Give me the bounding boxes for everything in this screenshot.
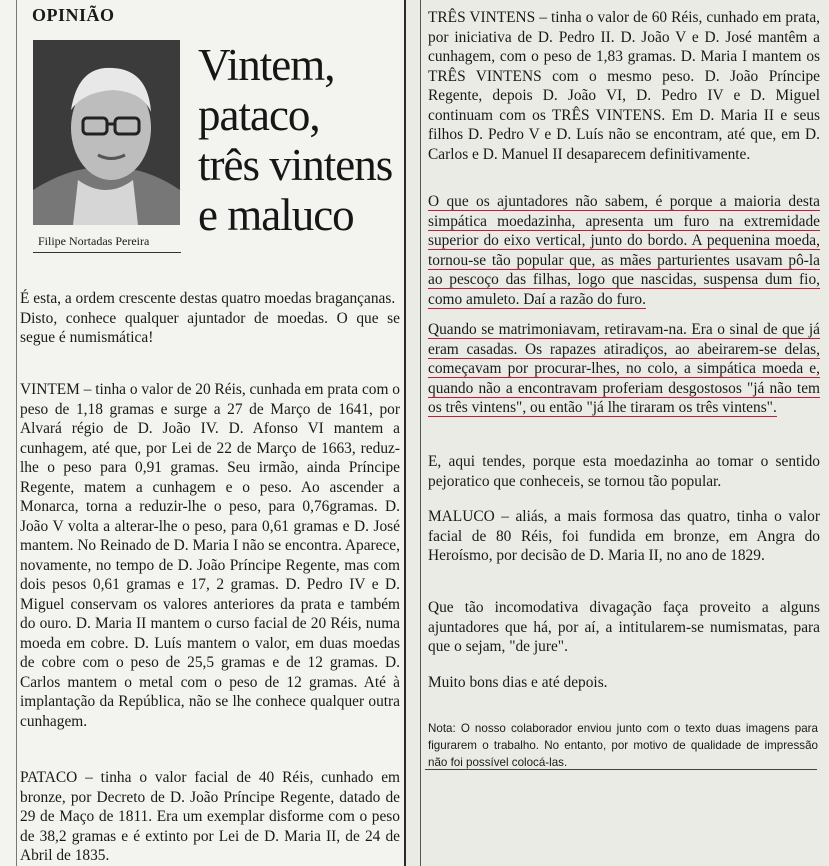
headline-line: e maluco — [198, 190, 354, 240]
column-divider-thin — [420, 0, 421, 866]
headline — [198, 40, 398, 240]
author-rule — [33, 252, 181, 253]
intro-paragraph — [20, 289, 400, 348]
vintem-text: VINTEM – tinha o valor de 20 Réis, cunhada em prata com o peso de 1,18 gramas e surge a 27 de Março de 1641, por Alvará régio de D. João IV. D. Afonso VI mantem a cunhagem, até que, por Lei de 22 de Março de 1663, reduz-lhe o peso para 0,91 gramas. Seu irmão, ainda Príncipe Regente, matem a cunhagem e o peso. Ao ascender a Monarca, torna a reduzir-lhe o peso, para 0,76gramas. D. João V volta a alterar-lhe o peso, para 0,61 gramas e D. José mantem. No Reinado de D. Maria I não se encontra. Aparece, novamente, no tempo de D. João Príncipe Regente, mas com dois pesos 0,61 gramas e 17, 2 gramas. D. Pedro IV e D. Miguel conservam os valores anteriores da prata e também do ouro. D. Maria II mantem o curso facial de 20 Réis, numa moeda em cobre. D. Luís mantem o valor, em duas moedas de cobre com o peso de 25,5 gramas e de 12 gramas. D. Carlos mantem o metal com o peso de 12 gramas. Até à implantação da República, não se lhe conhece qualquer outra cunhagem. — [20, 381, 400, 730]
column-divider — [404, 0, 406, 866]
intro-text: É esta, a ordem crescente destas quatro moedas bragançanas. — [20, 290, 396, 307]
signoff-paragraph — [428, 673, 820, 693]
conclusion-text: E, aqui tendes, porque esta moedazinha ao tomar o sentido pejoratico que conheceis, se tornou tão popular. — [428, 453, 820, 490]
tres-vintens-paragraph — [428, 8, 820, 164]
signoff-text: Muito bons dias e até depois. — [428, 674, 608, 691]
headline-line: três vintens — [198, 140, 393, 190]
headline-line: Vintem, — [198, 40, 335, 90]
editor-note: Nota: O nosso colaborador enviou junto com o texto duas imagens para figurarem o trabalho. No entanto, por motivo de qualidade de impressão não foi possível colocá-las. — [428, 722, 818, 769]
matrimonio-paragraph — [428, 320, 820, 418]
underlined-passage-2: Quando se matrimoniavam, retiravam-na. Era o sinal de que já eram casadas. Os rapazes atiradiços, ao abeirarem-se delas, começavam por procurar-lhes, no colo, a simpática moeda e, quando não a encontravam proferiam desgostosos "já não tem os três vintens", ou então "já lhe tiraram os três vintens". — [428, 321, 820, 416]
divagacao-paragraph — [428, 598, 820, 657]
conclusion-paragraph — [428, 452, 820, 491]
author-name: Filipe Nortadas Pereira — [38, 234, 150, 248]
intro-text-2: Disto, conhece qualquer ajuntador de moedas. O que se segue é numismática! — [20, 309, 400, 346]
portrait-photo-icon — [33, 40, 180, 225]
maluco-paragraph — [428, 507, 820, 566]
tres-vintens-text: TRÊS VINTENS – tinha o valor de 60 Réis, cunhado em prata, por iniciativa de D. Pedro II. D. João V e D. José mantêm a cunhagem, com o peso de 1,83 gramas. D. Maria I mantem os TRÊS VINTENS com o mesmo peso. D. João Príncipe Regente, depois D. João VI, D. Pedro IV e D. Miguel continuam com os TRÊS VINTENS. Em D. Maria II e seus filhos D. Pedro V e D. Luís não se encontram, até que, em D. Carlos e D. Manuel II desaparecem definitivamente. — [428, 9, 820, 163]
left-margin-rule — [16, 0, 17, 866]
pataco-text: PATACO – tinha o valor facial de 40 Réis, cunhado em bronze, por Decreto de D. João Príncipe Regente, datado de 29 de Maço de 1811. Era um exemplar disforme com o peso de 38,2 gramas e é extinto por Lei de D. Maria II, de 24 de Abril de 1835. — [20, 769, 400, 864]
vintem-paragraph — [20, 380, 400, 731]
author-photo — [33, 40, 180, 225]
underlined-passage: O que os ajuntadores não sabem, é porque a maioria desta simpática moedazinha, apresenta um furo na extremidade superior do eixo vertical, junto do bordo. A pequenina moeda, tornou-se tão popular que, as mães parturientes usavam pô-la ao pescoço das filhas, logo que nascidas, suspensa dum fio, como amuleto. Daí a razão do furo. — [428, 193, 820, 308]
pataco-paragraph — [20, 768, 400, 866]
headline-line: pataco, — [198, 90, 320, 140]
maluco-text: MALUCO – aliás, a mais formosa das quatro, tinha o valor facial de 80 Réis, foi fundida em bronze, em Angra do Heroísmo, por decisão de D. Maria II, no ano de 1829. — [428, 508, 820, 564]
section-label: OPINIÃO — [32, 5, 115, 25]
divagacao-text: Que tão incomodativa divagação faça proveito a alguns ajuntadores que há, por aí, a intitularem-se numismatas, para que o sejam, "de jure". — [428, 599, 820, 655]
furo-paragraph — [428, 192, 820, 309]
